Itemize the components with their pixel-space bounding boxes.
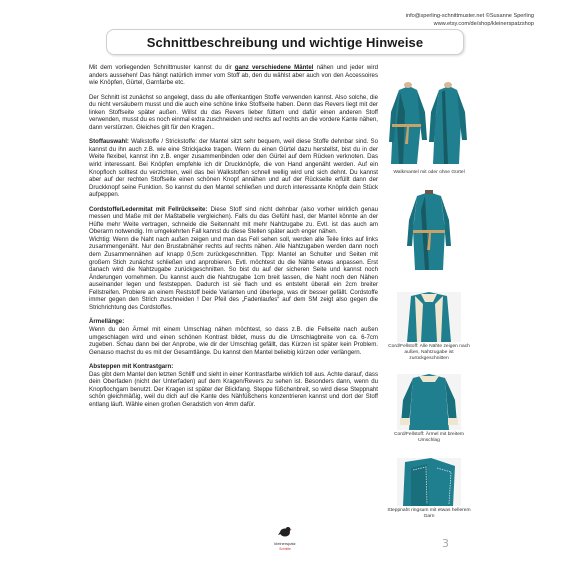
section-aermellaenge [89, 318, 378, 356]
section-text: Walkstoffe / Strickstoffe: der Mantel sitzt sehr bequem, weil diese Stoffe dehnbar sind. So kannst du ihn auch z.B. wie eine Strickjacke tragen. Wenn du einen Gürtel dazu herstellst, bist du in der Weite flexibel, kannst ihn z.B. enger zusammenbinden oder den Gürtel auf dem Rücken verknoten. Das wirkt interessant. Bei Knöpfen empfehle ich dir Druckknöpfe, die von Hand angenäht werden. Auf ein Knopfloch solltest du verzichten, weil das bei Walkstoffen schnell wellig wird und sich dehnt. Du kannst aber auf der rechten Stoffseite einen schönen Knopf annähen und auf der Rückseite erfüllt dann der Druckknopf seine Funktion. So kannst du den Mantel schließen und durch interessante Knöpfe dein Stück aufpeppen. [89, 138, 378, 199]
main-text [89, 64, 378, 415]
stitching-closeup-photo [397, 458, 461, 506]
section-heading: Absteppen mit Kontrastgarn: [89, 363, 174, 371]
figure-caption: Steppnaht ringsum mit etwas hellerem Garn [387, 508, 471, 519]
page-number: 3 [442, 537, 449, 550]
brand-logo [268, 524, 302, 551]
section-cordstoffe [89, 206, 378, 312]
section-text: Diese Stoff sind nicht dehnbar (also vorher wirklich genau messen und Maße mit der Maßtabelle vergleichen). Falls du das Gefühl hast, der Mantel könnte an der Hüfte mehr Weite vertragen, schneide die Seitennaht mit mehr Nahtzugabe zu. Evtl. ist das auch am Oberarm notwendig. Im umgekehrten Fall kannst du diese Stellen später auch enger nähen. [89, 205, 378, 236]
figure-dressform [386, 190, 472, 274]
section-text-2: Wichtig: Wenn die Naht nach außen zeigen und man das Fell sehen soll, werden alle Teile links auf links zusammengenäht. Nur den Brustabnäher rechts auf rechts nähen. Alle Nahtzugaben werden dann noch dem Zusammennähen auf knapp 0,5cm zurückgeschnitten. Tipp: Mantel an Schulter und Seiten mit großem Stich zunächst schließen und anprobieren. Evtl. möchtest du die Nähte etwas anpassen. Erst danach wird die Nahtzugabe zurückgeschnitten. So bist du auf der sicheren Seite und kannst noch Änderungen vornehmen. Du kannst auch die Nahtzugabe 1cm breit lassen, die Naht noch den Nähen auseinander legen und feststeppen. Dadurch ist sie flach und es entsteht überall ein 2cm breiter Fellstreifen. Probiere an einem Reststoff beide Varianten und überlege, was dir besser gefällt. Cordstoffe immer gegen den Strich zuschneiden ! Der Pfeil des „Fadenlaufes“ auf dem SM zeigt also gegen die Strichrichtung des Cordstoffes. [89, 235, 378, 311]
header-email-line: info@sperling-schnittmuster.net ©Susanne Sperling [405, 13, 534, 19]
intro-paragraph-2: Der Schnitt ist zunächst so angelegt, dass du alle offenkantigen Stoffe verwenden kannst. Also solche, die du nicht versäubern musst und die auch eine schöne linke Stoffseite haben. Denn das Revers liegt mit der linken Stoffseite später außen. Willst du das Revers lieber füttern und dafür einen anderen Stoff verwenden, musst du es noch einmal extra zuschneiden und rechts auf rechts an die vordere Kante nähen, dann verstürzen. Gleiches gilt für den Kragen.. [89, 93, 378, 131]
coat-with-belt [389, 82, 427, 164]
figure-sleeve-cuff [386, 374, 472, 444]
intro-rest: nähen und jeder wird anders aussehen! Das hängt natürlich immer vom Stoff ab, den du wählst aber auch von den Accessoires wie Knöpfen, Gürtel, Garnfarbe etc. [89, 64, 379, 87]
figure-cord-seams [386, 292, 472, 362]
collar-closeup-photo [397, 292, 461, 342]
intro-paragraph [89, 64, 378, 87]
section-heading: Ärmellänge: [89, 318, 125, 326]
figure-stitching [386, 458, 472, 520]
coat-photo-pair [387, 82, 471, 168]
section-absteppen [89, 363, 378, 408]
figure-caption: Cord/Fellstoff: Alle Nähte zeigen nach außen, Nahtzugabe ist zurückgeschnitten [388, 344, 470, 361]
sleeve-cuff-photo [397, 374, 461, 430]
intro-lead: Mit dem vorliegenden Schnittmuster kannst du dir [89, 64, 235, 71]
section-heading: Cordstoffe/Ledermitat mit Fellrückseite: [89, 205, 208, 213]
section-text: Das gibt dem Mantel den letzten Schliff und sieht in einer Kontrastfarbe wirklich toll aus. Achte darauf, dass dein Oberfaden (nicht der Unterfaden) auf dem Kragen/Revers zu sehen ist. Besonders dann, wenn du Knopflochgarn benutzt. Der Kragen ist später der Blickfang. Steppe füßchenbreit, so wird diese Steppnaht schön gleichmäßig, weil du dich auf die Kante des Nähfüßchens konzentrieren kannst und dort der Stoff entlang läuft. Wähle einen großen Geradstich von 4mm dafür. [89, 370, 378, 408]
section-stoffauswahl [89, 138, 378, 198]
header-shop-line: www.etsy.com/de/shop/kleinerspatzshop [433, 21, 534, 27]
logo-name: kleinerspatz [274, 541, 296, 546]
intro-emphasis: ganz verschiedene Mäntel [234, 64, 314, 71]
coat-dressform-photo [399, 190, 459, 274]
figure-walkmantel [386, 82, 472, 176]
coat-without-belt [429, 82, 467, 164]
figure-caption: Cord/Fellstoff: Ärmel mit breitem Umschlag [393, 432, 465, 443]
figure-caption: Walkmantel mit oder ohne Gürtel [393, 170, 465, 175]
page-title: Schnittbeschreibung und wichtige Hinweise [146, 34, 424, 50]
logo-sub: Schnitte [279, 546, 291, 551]
sparrow-icon [278, 526, 292, 537]
header-contact [406, 12, 534, 28]
title-box [106, 29, 464, 55]
section-heading: Stoffauswahl: [89, 138, 129, 146]
section-text: Wenn du den Ärmel mit einem Umschlag nähen möchtest, so dass z.B. die Fellseite nach außen umgeschlagen wird und einen schönen Kontrast bildet, muss du die Umschlagbreite von ca. 6-7cm zugeben. Schau dann bei der Anprobe, wie dir der Umschlag gefällt, das Kürzen ist später kein Problem. Genauso machst du es mit der Gesamtlänge. Du kannst den Mantel beliebig kürzen oder verlängern. [89, 325, 378, 356]
